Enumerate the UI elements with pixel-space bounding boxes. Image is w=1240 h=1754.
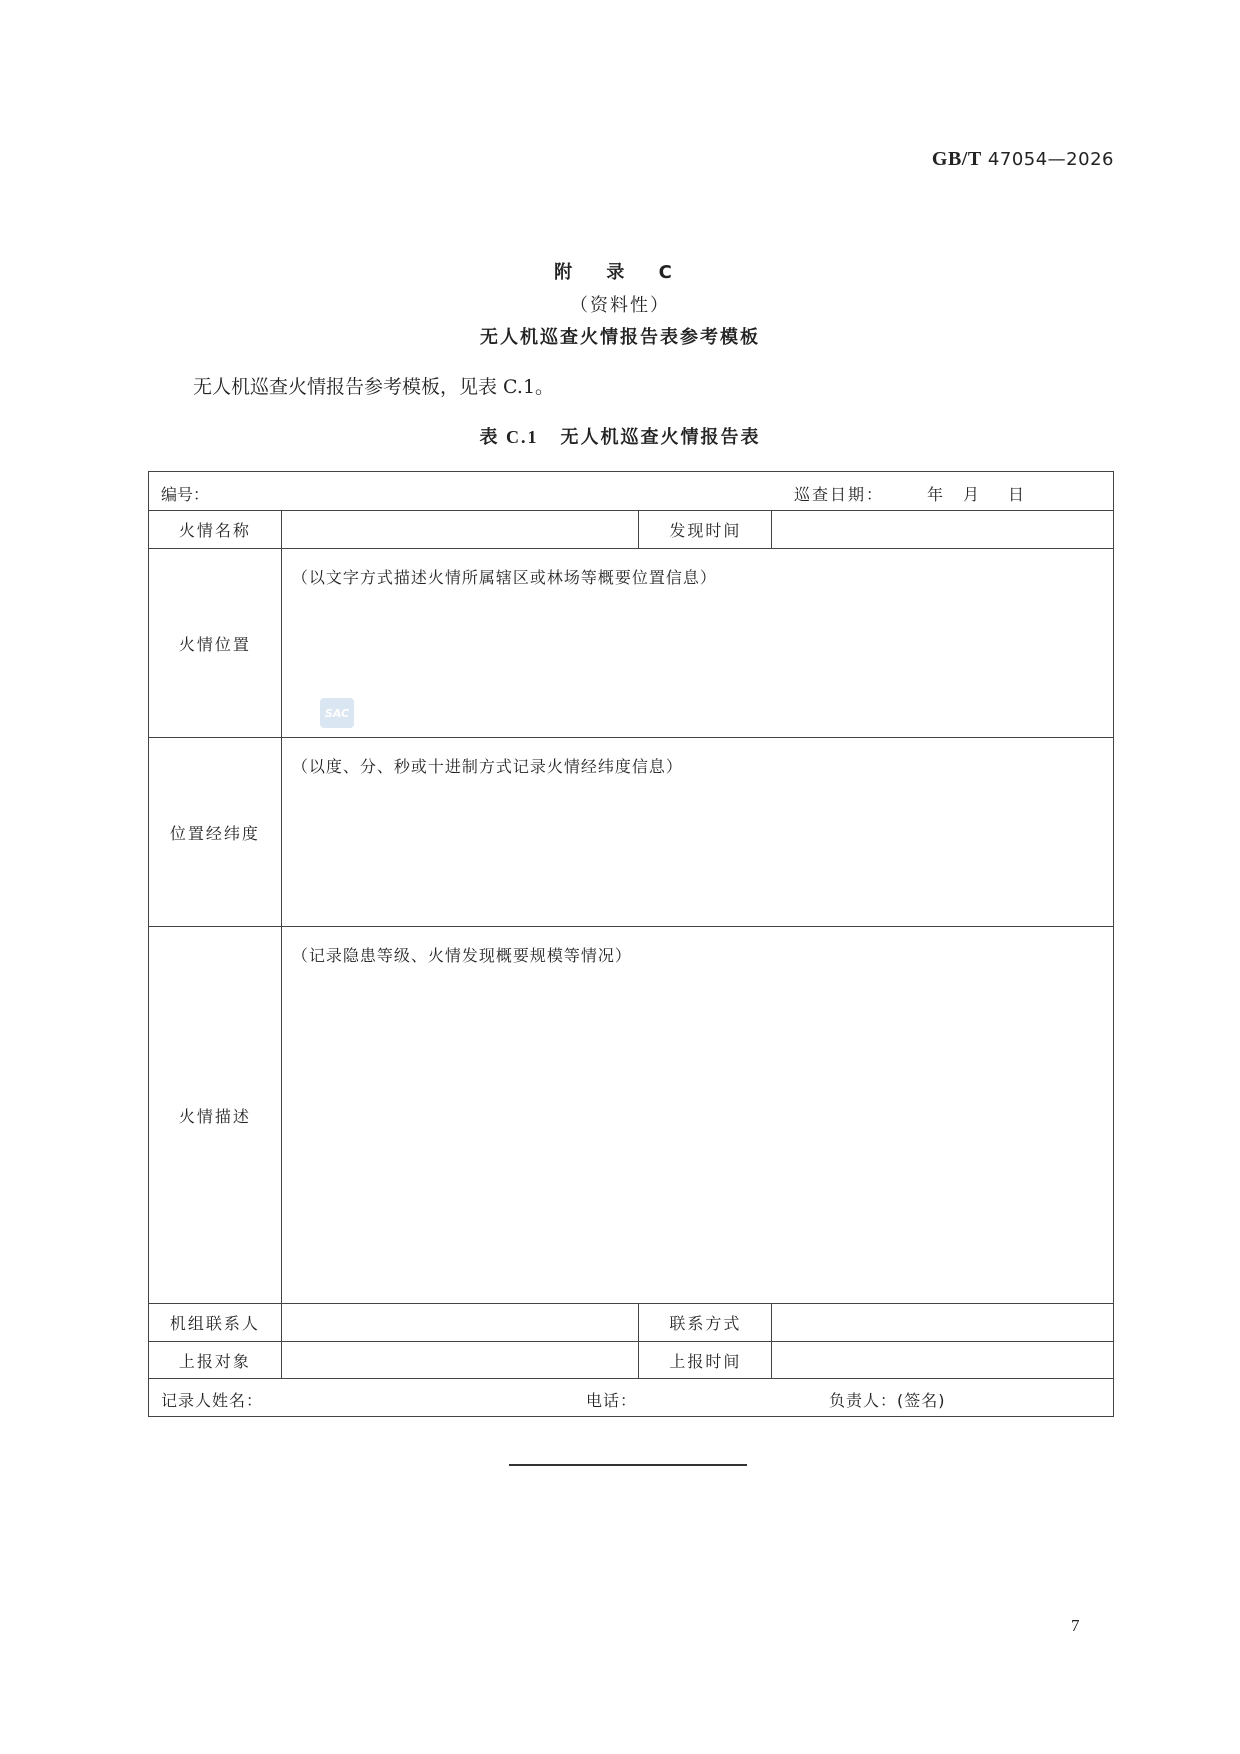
found-time-field[interactable] (772, 511, 1114, 549)
recorder-name-label: 记录人姓名： (161, 1391, 264, 1410)
form-row-fire-description (149, 927, 1114, 1304)
form-row-contact (149, 1304, 1114, 1342)
fire-report-form (148, 471, 1114, 1417)
contact-method-label: 联系方式 (639, 1304, 772, 1342)
contact-method-field[interactable] (772, 1304, 1114, 1342)
table-title: 无人机巡查火情报告表 (560, 427, 761, 448)
form-row-report (149, 1342, 1114, 1379)
crew-contact-label: 机组联系人 (149, 1304, 282, 1342)
day-label: 日 (1008, 485, 1025, 504)
serial-label: 编号： (161, 485, 210, 504)
table-number: 表 C.1 (479, 427, 539, 447)
sac-watermark-logo: SAC (320, 698, 354, 728)
patrol-date-label: 巡查日期： (794, 485, 885, 504)
responsible-signature-label: 负责人：(签名) (829, 1391, 946, 1410)
found-time-label: 发现时间 (639, 511, 772, 549)
fire-name-field[interactable] (281, 511, 639, 549)
coordinates-label: 位置经纬度 (149, 738, 282, 927)
report-time-field[interactable] (772, 1342, 1114, 1379)
fire-name-label: 火情名称 (149, 511, 282, 549)
form-row-fire-name (149, 511, 1114, 549)
standard-code (0, 148, 1114, 171)
form-row-coordinates (149, 738, 1114, 927)
form-row-fire-location (149, 549, 1114, 738)
year-label: 年 (927, 485, 944, 504)
fire-description-field[interactable] (281, 927, 1113, 1304)
standard-prefix: GB/T (931, 148, 982, 170)
intro-paragraph: 无人机巡查火情报告参考模板，见表 C.1。 (193, 376, 555, 398)
report-time-label: 上报时间 (639, 1342, 772, 1379)
report-to-field[interactable] (281, 1342, 639, 1379)
form-row-signatures (149, 1379, 1114, 1417)
phone-label: 电话： (586, 1391, 638, 1410)
page-number: 7 (1071, 1616, 1080, 1635)
end-rule (509, 1464, 747, 1466)
coordinates-field[interactable] (281, 738, 1113, 927)
fire-description-label: 火情描述 (149, 927, 282, 1304)
fire-description-hint: （记录隐患等级、火情发现概要规模等情况） (291, 946, 632, 965)
fire-location-field[interactable] (281, 549, 1113, 738)
table-caption (0, 423, 1240, 449)
appendix-title: 附 录 C (554, 262, 686, 283)
crew-contact-field[interactable] (281, 1304, 639, 1342)
report-to-label: 上报对象 (149, 1342, 282, 1379)
month-label: 月 (963, 485, 980, 504)
standard-number: 47054—2026 (987, 149, 1114, 170)
fire-location-hint: （以文字方式描述火情所属辖区或林场等概要位置信息） (291, 568, 717, 587)
form-row-serial (149, 472, 1114, 511)
fire-location-label: 火情位置 (149, 549, 282, 738)
coordinates-hint: （以度、分、秒或十进制方式记录火情经纬度信息） (291, 757, 683, 776)
appendix-name: 无人机巡查火情报告表参考模板 (480, 327, 760, 348)
appendix-type: （资料性） (570, 295, 670, 316)
